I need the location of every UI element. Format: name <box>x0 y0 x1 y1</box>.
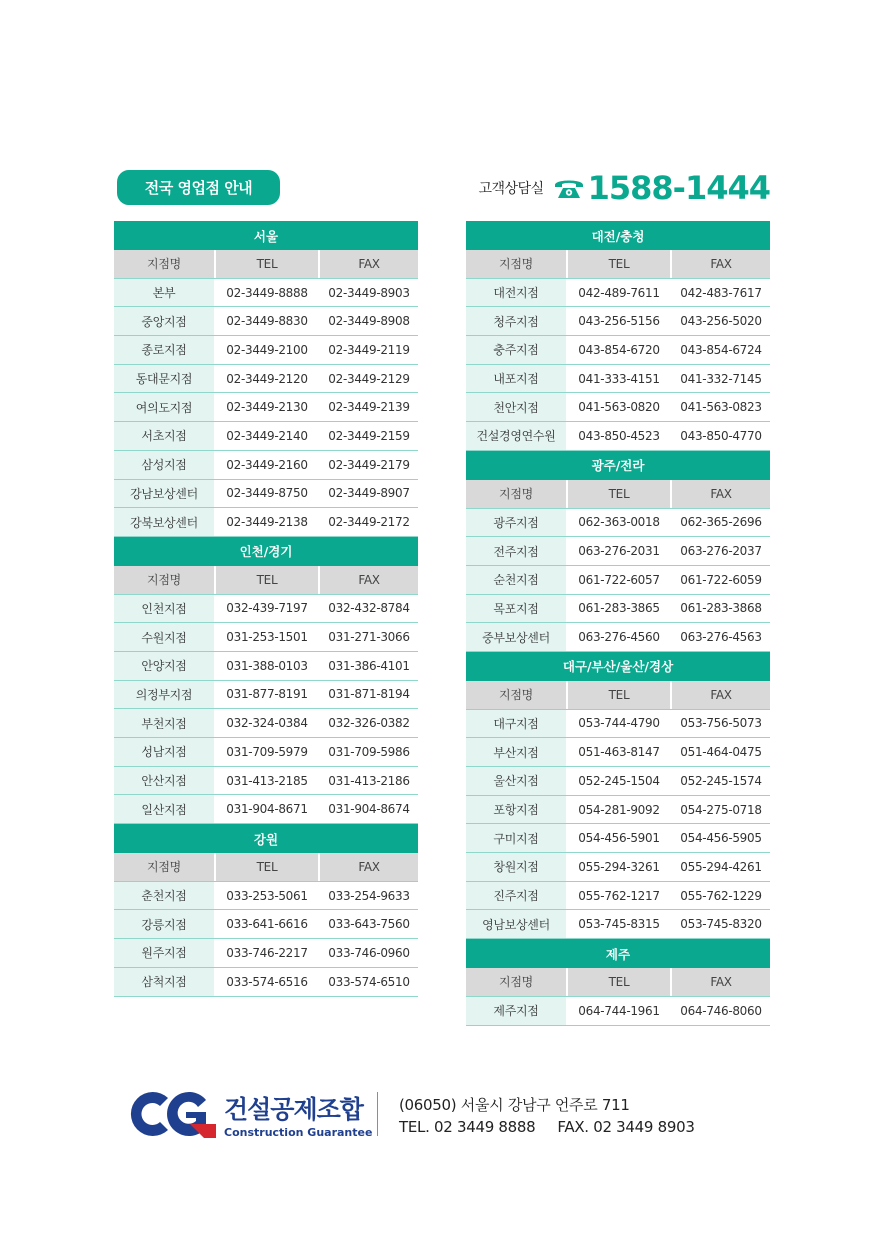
branch-tel: 02-3449-8888 <box>226 285 308 300</box>
table-header-row <box>466 480 770 509</box>
brand-name-korean: 건설공제조합 <box>224 1095 363 1124</box>
branch-tel: 043-854-6720 <box>578 342 660 357</box>
branch-fax: 061-722-6059 <box>680 572 762 587</box>
branch-tel: 042-489-7611 <box>578 285 660 300</box>
branch-name: 삼척지점 <box>114 968 214 996</box>
branch-tel: 062-363-0018 <box>578 515 660 530</box>
branch-fax: 052-245-1574 <box>680 773 762 788</box>
branch-fax: 061-283-3868 <box>680 601 762 616</box>
branch-column-right <box>466 221 770 1026</box>
branch-fax: 043-850-4770 <box>680 428 762 443</box>
branch-name: 원주지점 <box>114 939 214 967</box>
branch-tel: 051-463-8147 <box>578 745 660 760</box>
footer-tel: TEL. 02 3449 8888 <box>399 1118 536 1136</box>
branch-name: 영남보상센터 <box>466 910 566 938</box>
branch-tel: 032-324-0384 <box>226 716 308 731</box>
branch-fax: 033-574-6510 <box>328 974 410 989</box>
branch-tel: 032-439-7197 <box>226 601 308 616</box>
branch-tel: 061-722-6057 <box>578 572 660 587</box>
table-row <box>466 710 770 739</box>
table-row <box>466 509 770 538</box>
branch-fax: 041-332-7145 <box>680 371 762 386</box>
region-header: 광주/전라 <box>466 451 770 480</box>
column-header-name: 지점명 <box>114 250 214 278</box>
table-row <box>114 910 418 939</box>
table-row <box>114 451 418 480</box>
brand-name-english: Construction Guarantee <box>224 1126 373 1139</box>
branch-tel: 053-745-8315 <box>578 917 660 932</box>
branch-fax: 02-3449-8903 <box>328 285 410 300</box>
table-header-row <box>114 250 418 279</box>
branch-tel: 02-3449-2138 <box>226 515 308 530</box>
table-row <box>466 393 770 422</box>
table-row <box>114 508 418 537</box>
telephone-icon <box>554 177 584 199</box>
branch-name: 순천지점 <box>466 566 566 594</box>
table-row <box>114 623 418 652</box>
branch-name: 본부 <box>114 279 214 307</box>
branch-fax: 043-256-5020 <box>680 314 762 329</box>
branch-name: 서초지점 <box>114 422 214 450</box>
table-row <box>114 422 418 451</box>
branch-fax: 033-746-0960 <box>328 945 410 960</box>
table-header-row <box>466 250 770 279</box>
table-row <box>114 795 418 824</box>
branch-tel: 02-3449-2100 <box>226 342 308 357</box>
branch-name: 의정부지점 <box>114 681 214 709</box>
branch-name: 천안지점 <box>466 393 566 421</box>
branch-fax: 031-271-3066 <box>328 630 410 645</box>
branch-fax: 053-756-5073 <box>680 716 762 731</box>
table-row <box>466 796 770 825</box>
table-row <box>466 738 770 767</box>
table-row <box>114 279 418 308</box>
table-row <box>466 824 770 853</box>
branch-tel: 063-276-4560 <box>578 630 660 645</box>
column-header-name: 지점명 <box>466 968 566 996</box>
cg-logo <box>120 1088 218 1140</box>
footer-divider <box>377 1092 378 1136</box>
branch-tel: 02-3449-2160 <box>226 457 308 472</box>
table-row <box>114 480 418 509</box>
branch-tel: 063-276-2031 <box>578 544 660 559</box>
branch-tel: 033-574-6516 <box>226 974 308 989</box>
branch-tel: 031-413-2185 <box>226 773 308 788</box>
branch-fax: 033-254-9633 <box>328 888 410 903</box>
branch-tel: 033-641-6616 <box>226 917 308 932</box>
table-row <box>466 537 770 566</box>
branch-name: 종로지점 <box>114 336 214 364</box>
footer-address: (06050) 서울시 강남구 언주로 711 <box>399 1096 630 1114</box>
branch-tel: 041-333-4151 <box>578 371 660 386</box>
column-header-tel: TEL <box>216 566 318 594</box>
branch-fax: 062-365-2696 <box>680 515 762 530</box>
column-header-fax: FAX <box>320 566 418 594</box>
branch-fax: 02-3449-2119 <box>328 342 410 357</box>
table-row <box>466 307 770 336</box>
table-row <box>466 422 770 451</box>
branch-tel: 031-877-8191 <box>226 687 308 702</box>
page-title: 전국 영업점 안내 <box>117 170 280 205</box>
branch-fax: 02-3449-2129 <box>328 371 410 386</box>
hotline-number: 1588-1444 <box>587 169 770 207</box>
table-row <box>466 882 770 911</box>
branch-name: 동대문지점 <box>114 365 214 393</box>
branch-name: 울산지점 <box>466 767 566 795</box>
branch-name: 청주지점 <box>466 307 566 335</box>
branch-fax: 054-456-5905 <box>680 831 762 846</box>
branch-tel: 041-563-0820 <box>578 400 660 415</box>
branch-fax: 033-643-7560 <box>328 917 410 932</box>
branch-name: 수원지점 <box>114 623 214 651</box>
column-header-name: 지점명 <box>466 480 566 508</box>
branch-tel: 064-744-1961 <box>578 1003 660 1018</box>
branch-tel: 02-3449-8830 <box>226 314 308 329</box>
table-header-row <box>114 566 418 595</box>
table-row <box>114 652 418 681</box>
branch-fax: 064-746-8060 <box>680 1003 762 1018</box>
branch-name: 목포지점 <box>466 595 566 623</box>
branch-name: 건설경영연수원 <box>466 422 566 450</box>
branch-tel: 031-709-5979 <box>226 744 308 759</box>
column-header-name: 지점명 <box>466 681 566 709</box>
table-row <box>466 767 770 796</box>
branch-tel: 031-904-8671 <box>226 802 308 817</box>
table-row <box>114 681 418 710</box>
table-row <box>466 566 770 595</box>
branch-tel: 02-3449-2120 <box>226 371 308 386</box>
branch-name: 성남지점 <box>114 738 214 766</box>
table-row <box>466 623 770 652</box>
footer-contact <box>399 1118 695 1136</box>
branch-fax: 031-871-8194 <box>328 687 410 702</box>
branch-fax: 055-762-1229 <box>680 888 762 903</box>
region-header: 대전/충청 <box>466 221 770 250</box>
branch-tel: 02-3449-2140 <box>226 428 308 443</box>
branch-fax: 054-275-0718 <box>680 802 762 817</box>
branch-name: 여의도지점 <box>114 393 214 421</box>
table-row <box>114 968 418 997</box>
branch-name: 충주지점 <box>466 336 566 364</box>
branch-name: 포항지점 <box>466 796 566 824</box>
branch-tel: 052-245-1504 <box>578 773 660 788</box>
region-header: 제주 <box>466 939 770 968</box>
branch-name: 대전지점 <box>466 279 566 307</box>
footer <box>120 1082 760 1144</box>
branch-name: 안양지점 <box>114 652 214 680</box>
column-header-name: 지점명 <box>114 853 214 881</box>
branch-name: 광주지점 <box>466 509 566 537</box>
branch-name: 진주지점 <box>466 882 566 910</box>
branch-tel: 055-294-3261 <box>578 859 660 874</box>
branch-fax: 063-276-2037 <box>680 544 762 559</box>
branch-name: 인천지점 <box>114 595 214 623</box>
column-header-fax: FAX <box>672 250 770 278</box>
branch-fax: 02-3449-8908 <box>328 314 410 329</box>
branch-tel: 031-388-0103 <box>226 658 308 673</box>
branch-name: 창원지점 <box>466 853 566 881</box>
branch-fax: 032-326-0382 <box>328 716 410 731</box>
branch-tel: 043-850-4523 <box>578 428 660 443</box>
branch-tel: 033-253-5061 <box>226 888 308 903</box>
branch-name: 부천지점 <box>114 709 214 737</box>
table-row <box>114 336 418 365</box>
branch-fax: 031-386-4101 <box>328 658 410 673</box>
branch-tel: 054-456-5901 <box>578 831 660 846</box>
branch-fax: 02-3449-2139 <box>328 400 410 415</box>
table-row <box>114 595 418 624</box>
column-header-fax: FAX <box>672 480 770 508</box>
table-header-row <box>466 681 770 710</box>
table-row <box>114 767 418 796</box>
branch-name: 부산지점 <box>466 738 566 766</box>
column-header-fax: FAX <box>672 968 770 996</box>
column-header-name: 지점명 <box>114 566 214 594</box>
hotline <box>478 168 770 208</box>
branch-tel: 053-744-4790 <box>578 716 660 731</box>
column-header-tel: TEL <box>568 968 670 996</box>
column-header-tel: TEL <box>568 250 670 278</box>
branch-name: 강북보상센터 <box>114 508 214 536</box>
region-header: 강원 <box>114 824 418 853</box>
branch-name: 강릉지점 <box>114 910 214 938</box>
branch-fax: 063-276-4563 <box>680 630 762 645</box>
branch-fax: 031-709-5986 <box>328 744 410 759</box>
table-row <box>466 336 770 365</box>
table-row <box>466 365 770 394</box>
column-header-fax: FAX <box>320 853 418 881</box>
hotline-label: 고객상담실 <box>478 181 544 197</box>
branch-name: 구미지점 <box>466 824 566 852</box>
branch-fax: 02-3449-8907 <box>328 486 410 501</box>
branch-name: 안산지점 <box>114 767 214 795</box>
table-row <box>466 853 770 882</box>
table-row <box>466 997 770 1026</box>
table-row <box>114 365 418 394</box>
branch-name: 일산지점 <box>114 795 214 823</box>
branch-name: 중앙지점 <box>114 307 214 335</box>
table-row <box>114 738 418 767</box>
branch-name: 대구지점 <box>466 710 566 738</box>
column-header-fax: FAX <box>320 250 418 278</box>
branch-fax: 02-3449-2179 <box>328 457 410 472</box>
column-header-tel: TEL <box>568 681 670 709</box>
column-header-fax: FAX <box>672 681 770 709</box>
region-header: 인천/경기 <box>114 537 418 566</box>
branch-column-left <box>114 221 418 997</box>
branch-fax: 032-432-8784 <box>328 601 410 616</box>
branch-fax: 031-413-2186 <box>328 773 410 788</box>
branch-fax: 02-3449-2159 <box>328 428 410 443</box>
table-header-row <box>114 853 418 882</box>
region-header: 서울 <box>114 221 418 250</box>
table-row <box>466 910 770 939</box>
branch-tel: 031-253-1501 <box>226 630 308 645</box>
branch-fax: 031-904-8674 <box>328 802 410 817</box>
branch-tel: 061-283-3865 <box>578 601 660 616</box>
column-header-tel: TEL <box>568 480 670 508</box>
branch-tel: 033-746-2217 <box>226 945 308 960</box>
branch-name: 삼성지점 <box>114 451 214 479</box>
branch-tel: 054-281-9092 <box>578 802 660 817</box>
branch-tel: 02-3449-2130 <box>226 400 308 415</box>
column-header-tel: TEL <box>216 250 318 278</box>
branch-tel: 043-256-5156 <box>578 314 660 329</box>
branch-fax: 041-563-0823 <box>680 400 762 415</box>
branch-fax: 02-3449-2172 <box>328 515 410 530</box>
branch-fax: 055-294-4261 <box>680 859 762 874</box>
branch-name: 춘천지점 <box>114 882 214 910</box>
branch-name: 전주지점 <box>466 537 566 565</box>
branch-fax: 043-854-6724 <box>680 342 762 357</box>
table-row <box>466 595 770 624</box>
column-header-name: 지점명 <box>466 250 566 278</box>
branch-fax: 053-745-8320 <box>680 917 762 932</box>
branch-tel: 055-762-1217 <box>578 888 660 903</box>
column-header-tel: TEL <box>216 853 318 881</box>
table-header-row <box>466 968 770 997</box>
table-row <box>114 882 418 911</box>
region-header: 대구/부산/울산/경상 <box>466 652 770 681</box>
branch-tel: 02-3449-8750 <box>226 486 308 501</box>
branch-fax: 051-464-0475 <box>680 745 762 760</box>
branch-name: 제주지점 <box>466 997 566 1025</box>
branch-fax: 042-483-7617 <box>680 285 762 300</box>
branch-name: 중부보상센터 <box>466 623 566 651</box>
branch-name: 강남보상센터 <box>114 480 214 508</box>
footer-fax: FAX. 02 3449 8903 <box>557 1118 695 1136</box>
table-row <box>114 307 418 336</box>
table-row <box>114 709 418 738</box>
table-row <box>466 279 770 308</box>
branch-name: 내포지점 <box>466 365 566 393</box>
table-row <box>114 393 418 422</box>
table-row <box>114 939 418 968</box>
